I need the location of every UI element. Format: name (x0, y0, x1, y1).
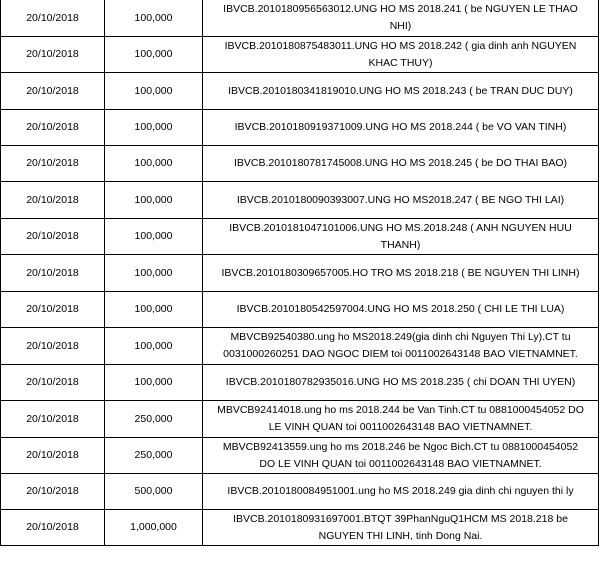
table-row (1, 292, 599, 328)
table-row (1, 73, 599, 110)
date-cell: 20/10/2018 (1, 474, 105, 510)
date-cell: 20/10/2018 (1, 182, 105, 219)
description-cell: MBVCB92414018.ung ho ms 2018.244 be Van Tinh.CT tu 0881000454052 DO LE VINH QUAN toi 0011002643148 BAO VIETNAMNET. (203, 401, 599, 438)
description-cell: IBVCB.2010180781745008.UNG HO MS 2018.245 ( be DO THAI BAO) (203, 146, 599, 182)
table-row (1, 438, 599, 474)
description-cell: IBVCB.2010180931697001.BTQT 39PhanNguQ1HCM MS 2018.218 be NGUYEN THI LINH, tinh Dong Nai. (203, 510, 599, 546)
description-cell: IBVCB.2010180341819010.UNG HO MS 2018.243 ( be TRAN DUC DUY) (203, 73, 599, 110)
date-cell: 20/10/2018 (1, 110, 105, 146)
date-cell: 20/10/2018 (1, 146, 105, 182)
amount-cell: 250,000 (105, 438, 203, 474)
date-cell: 20/10/2018 (1, 401, 105, 438)
amount-cell: 100,000 (105, 255, 203, 292)
amount-cell: 250,000 (105, 401, 203, 438)
amount-cell: 100,000 (105, 219, 203, 255)
description-cell: MBVCB92413559.ung ho ms 2018.246 be Ngoc Bich.CT tu 0881000454052 DO LE VINH QUAN toi 0011002643148 BAO VIETNAMNET. (203, 438, 599, 474)
table-row (1, 146, 599, 182)
date-cell: 20/10/2018 (1, 292, 105, 328)
description-cell: IBVCB.2010181047101006.UNG HO MS.2018.248 ( ANH NGUYEN HUU THANH) (203, 219, 599, 255)
table-row (1, 401, 599, 438)
table-row (1, 182, 599, 219)
description-cell: IBVCB.2010180919371009.UNG HO MS 2018.244 ( be VO VAN TINH) (203, 110, 599, 146)
amount-cell: 500,000 (105, 474, 203, 510)
table-row (1, 219, 599, 255)
description-cell: IBVCB.2010180875483011.UNG HO MS 2018.242 ( gia dinh anh NGUYEN KHAC THUY) (203, 37, 599, 73)
date-cell: 20/10/2018 (1, 0, 105, 37)
date-cell: 20/10/2018 (1, 219, 105, 255)
amount-cell: 1,000,000 (105, 510, 203, 546)
description-cell: IBVCB.2010180956563012.UNG HO MS 2018.241 ( be NGUYEN LE THAO NHI) (203, 0, 599, 37)
table-row (1, 110, 599, 146)
description-cell: IBVCB.2010180542597004.UNG HO MS 2018.250 ( CHI LE THI LUA) (203, 292, 599, 328)
amount-cell: 100,000 (105, 146, 203, 182)
table-row (1, 37, 599, 73)
date-cell: 20/10/2018 (1, 510, 105, 546)
table-row (1, 510, 599, 546)
description-cell: IBVCB.2010180309657005.HO TRO MS 2018.218 ( BE NGUYEN THI LINH) (203, 255, 599, 292)
table-row (1, 365, 599, 401)
amount-cell: 100,000 (105, 110, 203, 146)
amount-cell: 100,000 (105, 182, 203, 219)
date-cell: 20/10/2018 (1, 255, 105, 292)
amount-cell: 100,000 (105, 365, 203, 401)
table-row (1, 328, 599, 365)
date-cell: 20/10/2018 (1, 73, 105, 110)
amount-cell: 100,000 (105, 328, 203, 365)
description-cell: IBVCB.2010180782935016.UNG HO MS 2018.235 ( chi DOAN THI UYEN) (203, 365, 599, 401)
table-row (1, 255, 599, 292)
amount-cell: 100,000 (105, 73, 203, 110)
description-cell: IBVCB.2010180090393007.UNG HO MS2018.247 ( BE NGO THI LAI) (203, 182, 599, 219)
description-cell: MBVCB92540380.ung ho MS2018.249(gia dinh chi Nguyen Thi Ly).CT tu 0031000260251 DAO NGOC DIEM toi 0011002643148 BAO VIETNAMNET. (203, 328, 599, 365)
date-cell: 20/10/2018 (1, 365, 105, 401)
date-cell: 20/10/2018 (1, 328, 105, 365)
date-cell: 20/10/2018 (1, 37, 105, 73)
amount-cell: 100,000 (105, 0, 203, 37)
table-row (1, 0, 599, 37)
date-cell: 20/10/2018 (1, 438, 105, 474)
description-cell: IBVCB.2010180084951001.ung ho MS 2018.249 gia dinh chi nguyen thi ly (203, 474, 599, 510)
amount-cell: 100,000 (105, 37, 203, 73)
amount-cell: 100,000 (105, 292, 203, 328)
table-row (1, 474, 599, 510)
